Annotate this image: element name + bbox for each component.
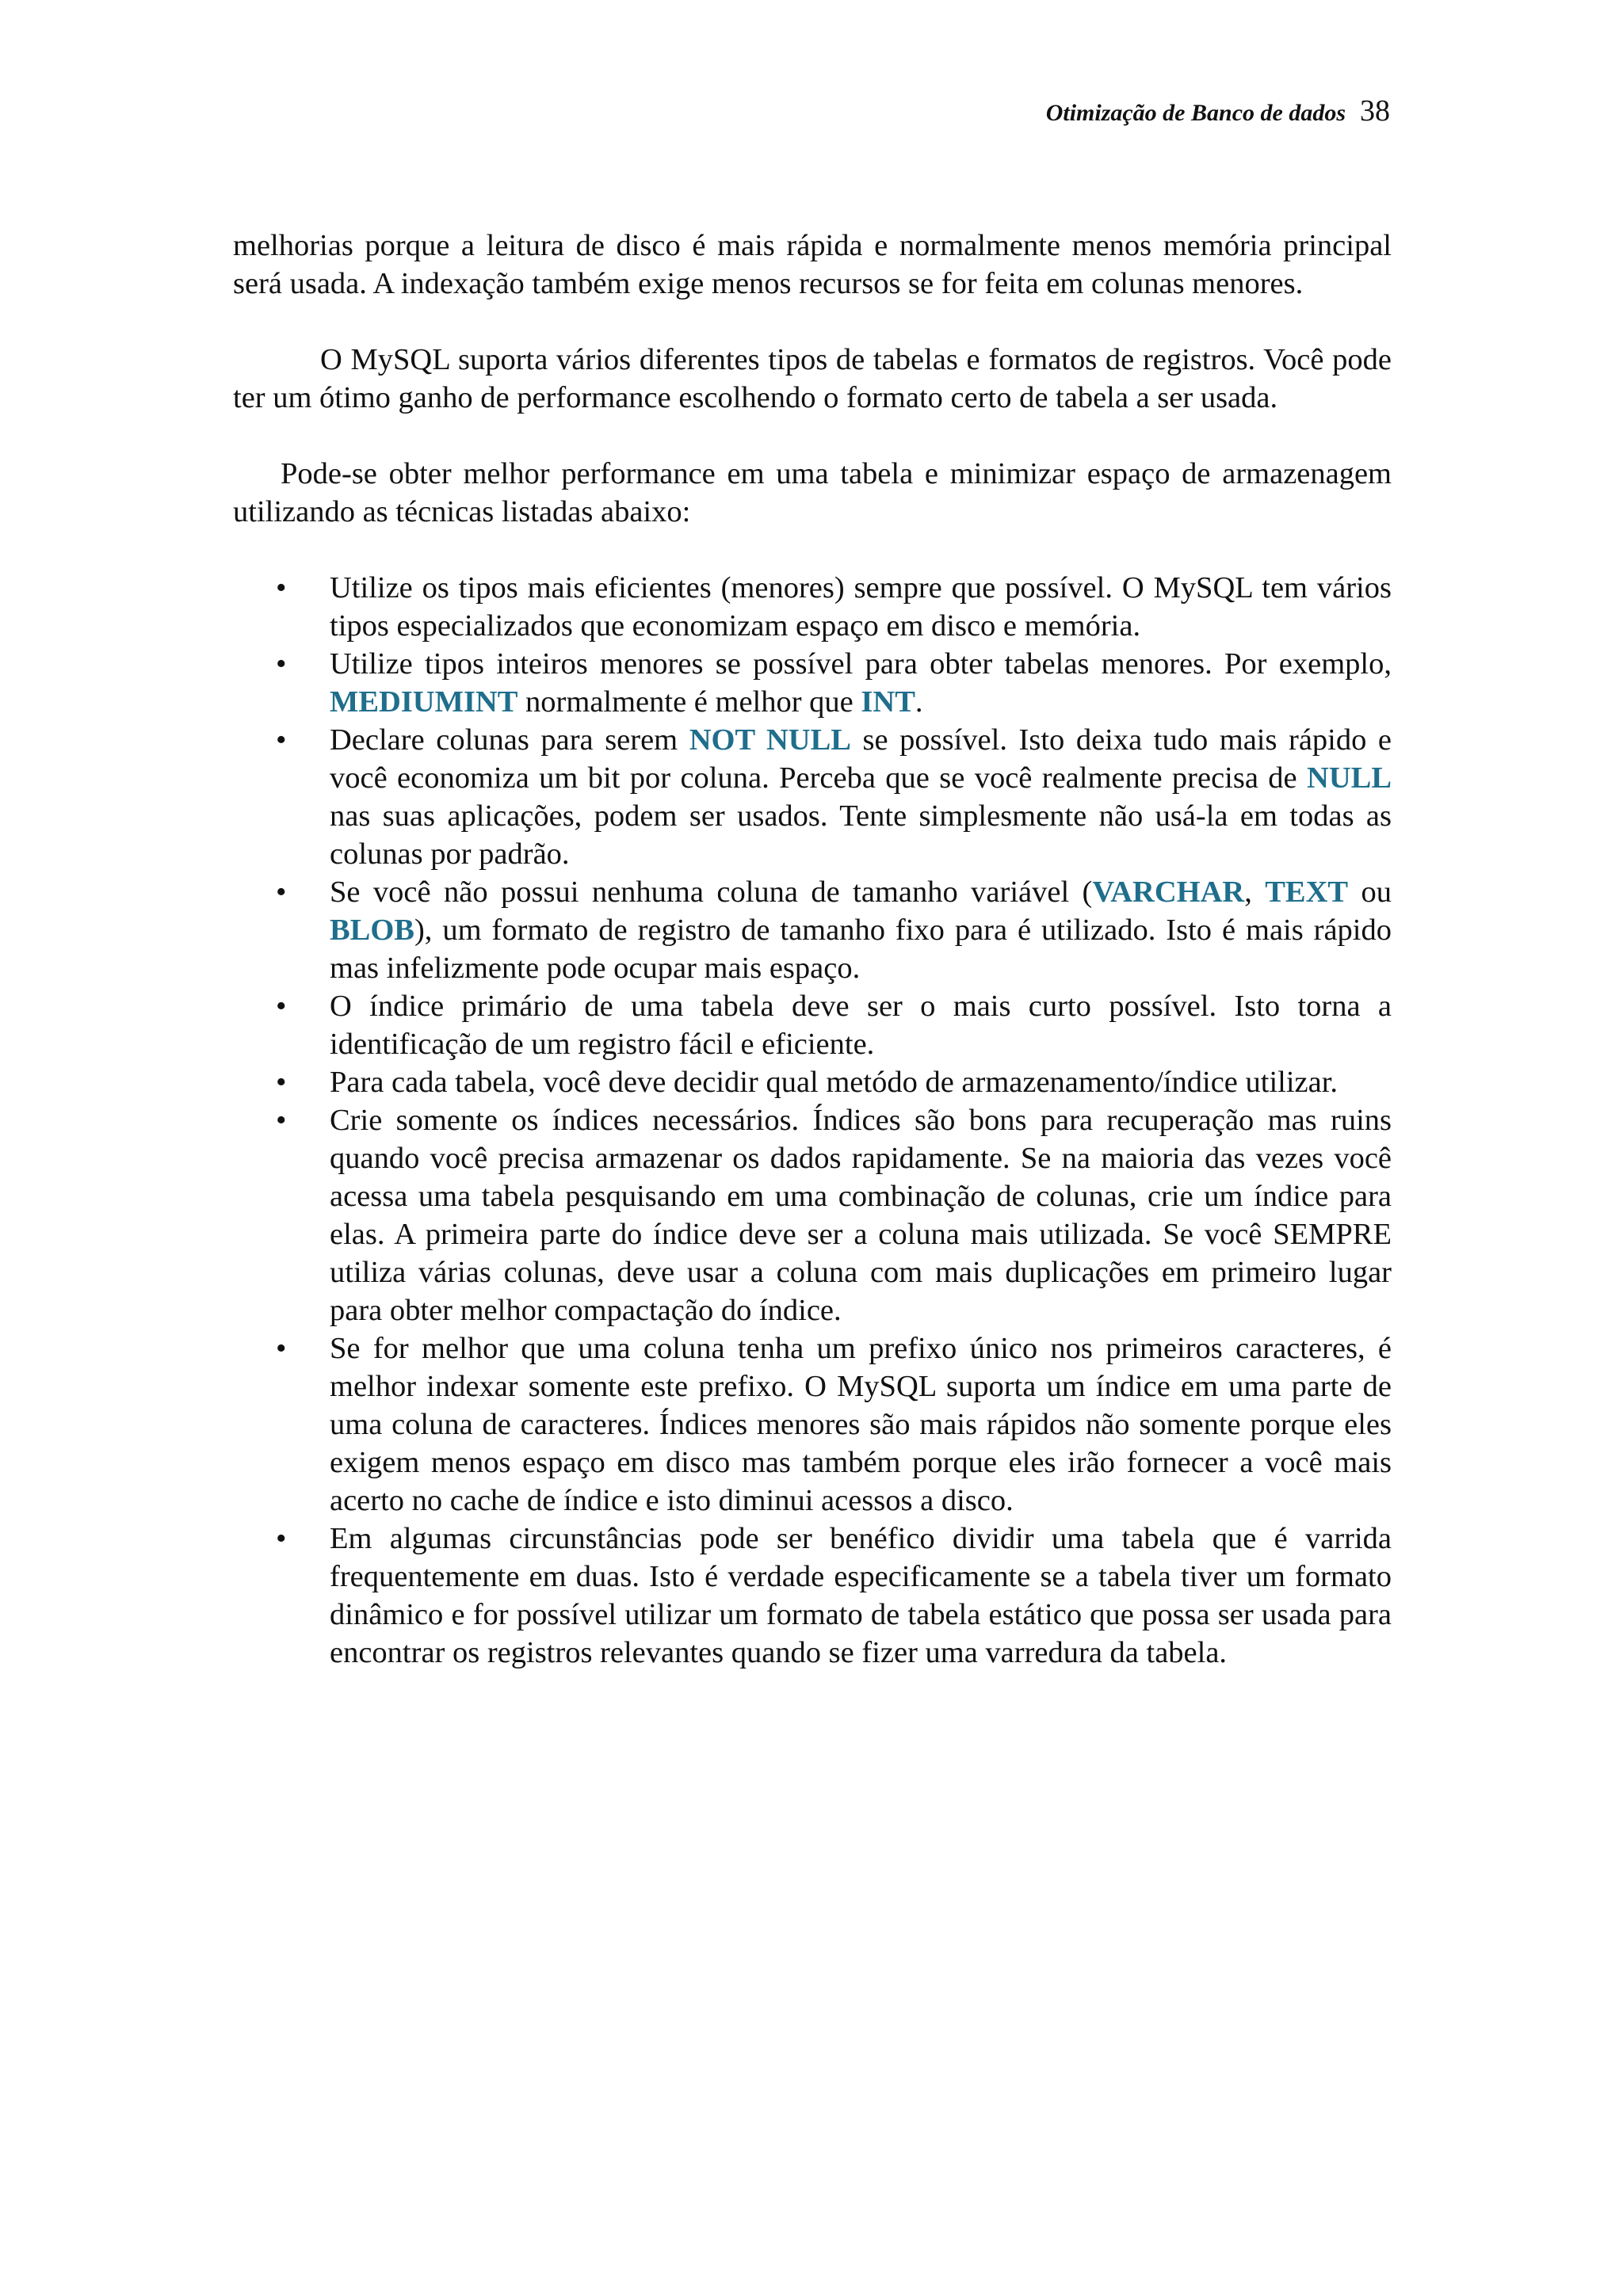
list-item-text: . <box>915 685 923 719</box>
list-item-text: Em algumas circunstâncias pode ser benéfico dividir uma tabela que é varrida frequentemente em duas. Isto é verdade especificamente se a tabela tiver um formato dinâmico e for possível utilizar um formato de tabela estático que possa ser usada para encontrar os registros relevantes quando se fizer uma varredura da tabela. <box>330 1522 1392 1669</box>
list-item-text: Utilize os tipos mais eficientes (menores) sempre que possível. O MySQL tem vários tipos especializados que economizam espaço em disco e memória. <box>330 571 1392 643</box>
list-item-text: Crie somente os índices necessários. Índices são bons para recuperação mas ruins quando você precisa armazenar os dados rapidamente. Se na maioria das vezes você acessa uma tabela pesquisando em uma combinação de colunas, crie um índice para elas. A primeira parte do índice deve ser a coluna mais utilizada. Se você SEMPRE utiliza várias colunas, deve usar a coluna com mais duplicações em primeiro lugar para obter melhor compactação do índice. <box>330 1104 1392 1327</box>
list-item-text: ), um formato de registro de tamanho fixo para é utilizado. Isto é mais rápido mas infelizmente pode ocupar mais espaço. <box>330 913 1392 985</box>
list-item-text: Declare colunas para serem <box>330 723 689 757</box>
list-item <box>233 1063 1392 1101</box>
list-item <box>233 1101 1392 1329</box>
keyword-varchar: VARCHAR <box>1092 875 1245 909</box>
list-item <box>233 873 1392 987</box>
list-item <box>233 1520 1392 1672</box>
list-item-text: , <box>1244 875 1266 909</box>
keyword-int: INT <box>861 685 915 719</box>
bullet-icon: • <box>276 1332 287 1365</box>
paragraph-continuation: melhorias porque a leitura de disco é mais rápida e normalmente menos memória principal será usada. A indexação também exige menos recursos se for feita em colunas menores. <box>233 229 1392 300</box>
list-item-text: se possível. Isto deixa tudo mais rápido e você economiza um bit por coluna. Perceba que se você realmente precisa de <box>330 723 1392 795</box>
list-item <box>233 1329 1392 1520</box>
list-item-text: normalmente é melhor que <box>517 685 861 719</box>
running-header-title: Otimização de Banco de dados <box>1045 100 1346 126</box>
paragraph-mysql-table-types: O MySQL suporta vários diferentes tipos de tabelas e formatos de registros. Você pode ter um ótimo ganho de performance escolhendo o formato certo de tabela a ser usada. <box>233 343 1392 414</box>
list-item-text: O índice primário de uma tabela deve ser o mais curto possível. Isto torna a identificação de um registro fácil e eficiente. <box>330 990 1392 1061</box>
list-item-text: Se for melhor que uma coluna tenha um prefixo único nos primeiros caracteres, é melhor indexar somente este prefixo. O MySQL suporta um índice em uma parte de uma coluna de caracteres. Índices menores são mais rápidos não somente porque eles exigem menos espaço em disco mas também porque eles irão fornecer a você mais acerto no cache de índice e isto diminui acessos a disco. <box>330 1332 1392 1517</box>
list-item-text: ou <box>1348 875 1392 909</box>
bullet-icon: • <box>276 1522 287 1555</box>
page-number: 38 <box>1360 94 1390 128</box>
bullet-icon: • <box>276 1104 287 1137</box>
list-item-text: nas suas aplicações, podem ser usados. Tente simplesmente não usá-la em todas as colunas por padrão. <box>330 799 1392 871</box>
bullet-icon: • <box>276 1066 287 1099</box>
bullet-icon: • <box>276 647 287 681</box>
keyword-not-null: NOT NULL <box>689 723 851 757</box>
list-item <box>233 721 1392 873</box>
paragraph-techniques-intro: Pode-se obter melhor performance em uma tabela e minimizar espaço de armazenagem utilizando as técnicas listadas abaixo: <box>233 457 1392 528</box>
list-item <box>233 569 1392 645</box>
keyword-blob: BLOB <box>330 913 414 947</box>
bullet-icon: • <box>276 723 287 757</box>
keyword-null: NULL <box>1307 761 1392 795</box>
page-body <box>233 227 1392 1672</box>
keyword-mediumint: MEDIUMINT <box>330 685 518 719</box>
bullet-icon: • <box>276 571 287 605</box>
page-header <box>1046 93 1390 128</box>
keyword-text: TEXT <box>1265 875 1349 909</box>
bullet-icon: • <box>276 990 287 1023</box>
list-item-text: Se você não possui nenhuma coluna de tamanho variável ( <box>330 875 1093 909</box>
techniques-list <box>233 569 1392 1672</box>
list-item <box>233 645 1392 721</box>
list-item <box>233 987 1392 1063</box>
bullet-icon: • <box>276 875 287 909</box>
list-item-text: Para cada tabela, você deve decidir qual metódo de armazenamento/índice utilizar. <box>330 1066 1338 1099</box>
list-item-text: Utilize tipos inteiros menores se possível para obter tabelas menores. Por exemplo, <box>330 647 1392 681</box>
